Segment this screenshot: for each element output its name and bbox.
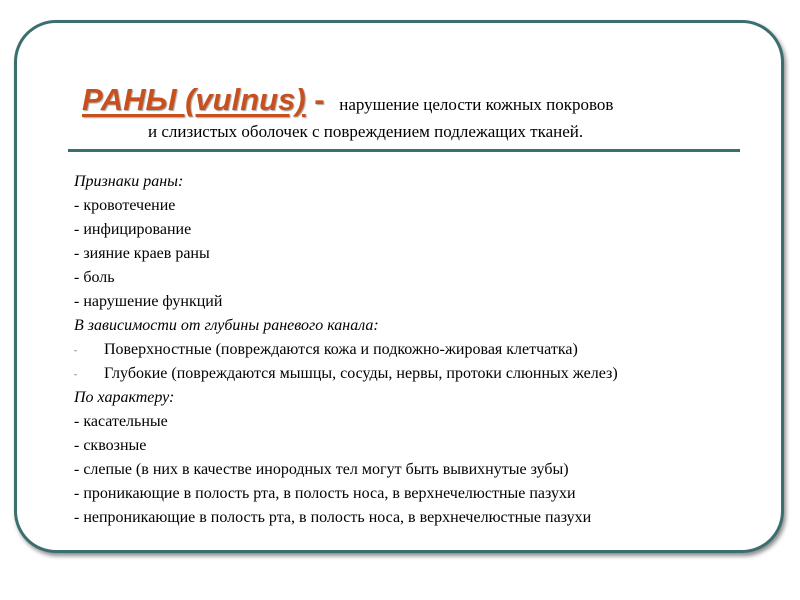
section-heading-character: По характеру: (74, 389, 175, 406)
title-definition-line1: нарушение целости кожных покровов (339, 95, 614, 114)
list-item: - слепые (в них в качестве инородных тел могут быть вывихнутые зубы) (74, 461, 569, 478)
section-heading-depth: В зависимости от глубины раневого канала: (74, 317, 379, 334)
list-item: - нарушение функций (74, 293, 223, 310)
bullet-dash-icon: - (74, 369, 77, 379)
bullet-dash-icon: - (74, 345, 77, 355)
slide-body (74, 170, 618, 530)
list-item: - зияние краев раны (74, 245, 210, 262)
title-definition-line2: и слизистых оболочек с повреждением подлежащих тканей. (148, 122, 584, 141)
slide-title: РАНЫ (vulnus) (82, 82, 306, 117)
list-item: - касательные (74, 413, 168, 430)
list-item: - непроникающие в полость рта, в полость носа, в верхнечелюстные пазухи (74, 509, 592, 526)
list-item: - кровотечение (74, 197, 176, 214)
list-item-text: Глубокие (повреждаются мышцы, сосуды, нервы, протоки слюнных желез) (104, 365, 618, 382)
list-item: - проникающие в полость рта, в полость носа, в верхнечелюстные пазухи (74, 485, 576, 502)
section-heading-signs: Признаки раны: (74, 173, 184, 190)
list-item: - сквозные (74, 437, 147, 454)
title-dash: - (305, 82, 334, 117)
title-divider (68, 149, 740, 152)
list-item-text: Поверхностные (повреждаются кожа и подкожно-жировая клетчатка) (104, 341, 578, 358)
title-line (82, 82, 613, 118)
list-item (74, 338, 618, 362)
list-item: - инфицирование (74, 221, 192, 238)
list-item (74, 362, 618, 386)
list-item: - боль (74, 269, 115, 286)
